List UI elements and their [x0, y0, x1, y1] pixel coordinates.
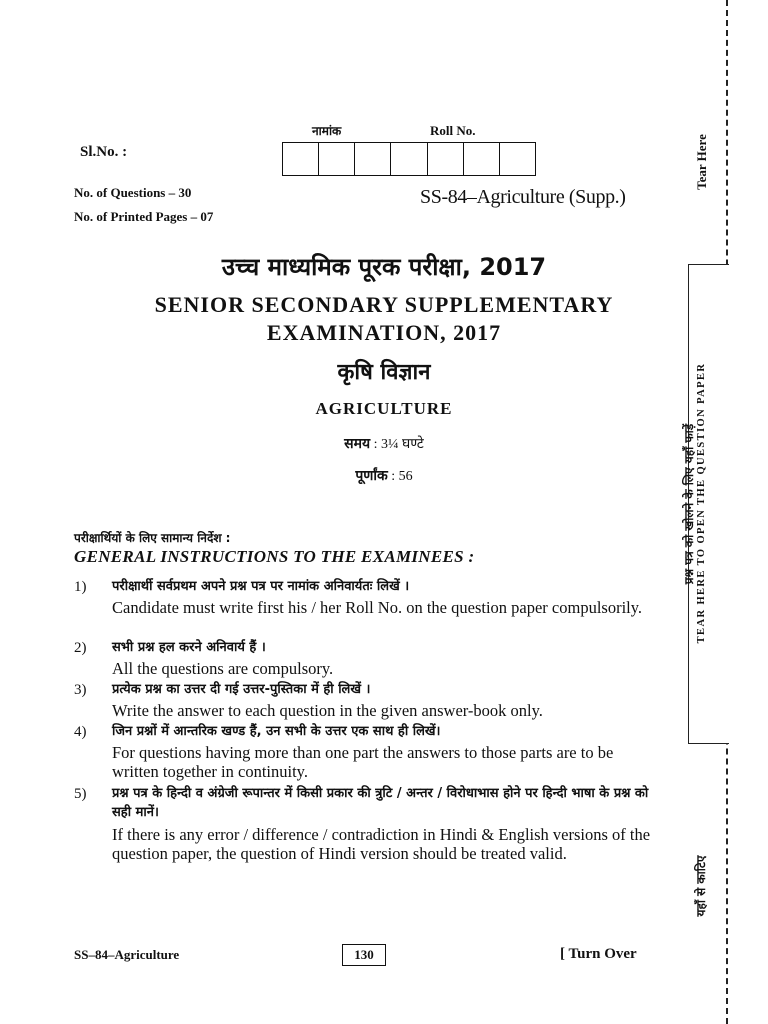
number-of-questions: No. of Questions – 30	[74, 185, 192, 200]
roll-number-boxes[interactable]	[282, 142, 536, 176]
time-row	[64, 434, 704, 453]
footer-paper-code: SS–84–Agriculture	[74, 947, 180, 962]
cut-here-label: यहाँ से काटिए	[694, 855, 708, 917]
instruction-english: All the questions are compulsory.	[112, 659, 334, 678]
tear-instruction-english: TEAR HERE TO OPEN THE QUESTION PAPER	[696, 362, 707, 644]
paper-code: SS-84–Agriculture (Supp.)	[420, 186, 626, 208]
time-value: : 3¼ घण्टे	[373, 437, 424, 452]
instruction-item	[74, 784, 674, 824]
instruction-number: 5)	[74, 786, 87, 802]
serial-number-label: Sl.No. :	[80, 144, 128, 160]
instruction-english: For questions having more than one part the answers to those parts are to be written together in continuity.	[112, 743, 614, 781]
marks-label: पूर्णांक	[355, 468, 388, 484]
time-label: समय	[344, 436, 371, 452]
instruction-number: 1)	[74, 579, 87, 595]
subject-english: AGRICULTURE	[315, 399, 453, 418]
instruction-hindi: परीक्षार्थी सर्वप्रथम अपने प्रश्न पत्र पर नामांक अनिवार्यतः लिखें ।	[112, 579, 410, 594]
instructions-heading-english: GENERAL INSTRUCTIONS TO THE EXAMINEES :	[74, 547, 475, 566]
tear-instruction-hindi: प्रश्न पत्र को खोलने के लिए यहाँ फाड़ें	[682, 423, 696, 585]
instruction-hindi: प्रश्न पत्र के हिन्दी व अंग्रेजी रूपान्तर में किसी प्रकार की त्रुटि / अन्तर / विरोधाभास होने पर हिन्दी भाषा के प्रश्न को सही मानें।	[112, 786, 649, 820]
instruction-hindi: सभी प्रश्न हल करने अनिवार्य हैं ।	[112, 640, 266, 655]
exam-title-english-line1: SENIOR SECONDARY SUPPLEMENTARY	[154, 292, 614, 317]
roll-label-english: Roll No.	[430, 123, 476, 138]
exam-title-english-line2: EXAMINATION, 2017	[266, 320, 502, 345]
instructions-heading-hindi: परीक्षार्थियों के लिए सामान्य निर्देश :	[74, 531, 231, 545]
instruction-hindi: जिन प्रश्नों में आन्तरिक खण्ड हैं, उन सभी के उत्तर एक साथ ही लिखें।	[112, 724, 441, 739]
exam-title-hindi: उच्च माध्यमिक पूरक परीक्षा, 2017	[221, 253, 547, 281]
instruction-hindi: प्रत्येक प्रश्न का उत्तर दी गई उत्तर-पुस्तिका में ही लिखें ।	[112, 682, 371, 697]
number-of-pages: No. of Printed Pages – 07	[74, 209, 214, 224]
subject-hindi: कृषि विज्ञान	[337, 360, 431, 385]
marks-value: : 56	[391, 469, 413, 484]
instruction-english: If there is any error / difference / contradiction in Hindi & English versions of the question paper, the question of Hindi version should be treated valid.	[112, 825, 651, 863]
instruction-number: 4)	[74, 724, 87, 740]
page-number-box: 130	[342, 944, 386, 966]
roll-label-hindi: नामांक	[312, 124, 342, 138]
instruction-english: Candidate must write first his / her Roll No. on the question paper compulsorily.	[112, 598, 643, 617]
instruction-number: 2)	[74, 640, 87, 656]
instruction-number: 3)	[74, 682, 87, 698]
tear-here-label: Tear Here	[694, 134, 709, 190]
instruction-english: Write the answer to each question in the given answer-book only.	[112, 701, 543, 720]
marks-row	[64, 466, 704, 485]
turn-over-label: [ Turn Over	[560, 946, 637, 962]
